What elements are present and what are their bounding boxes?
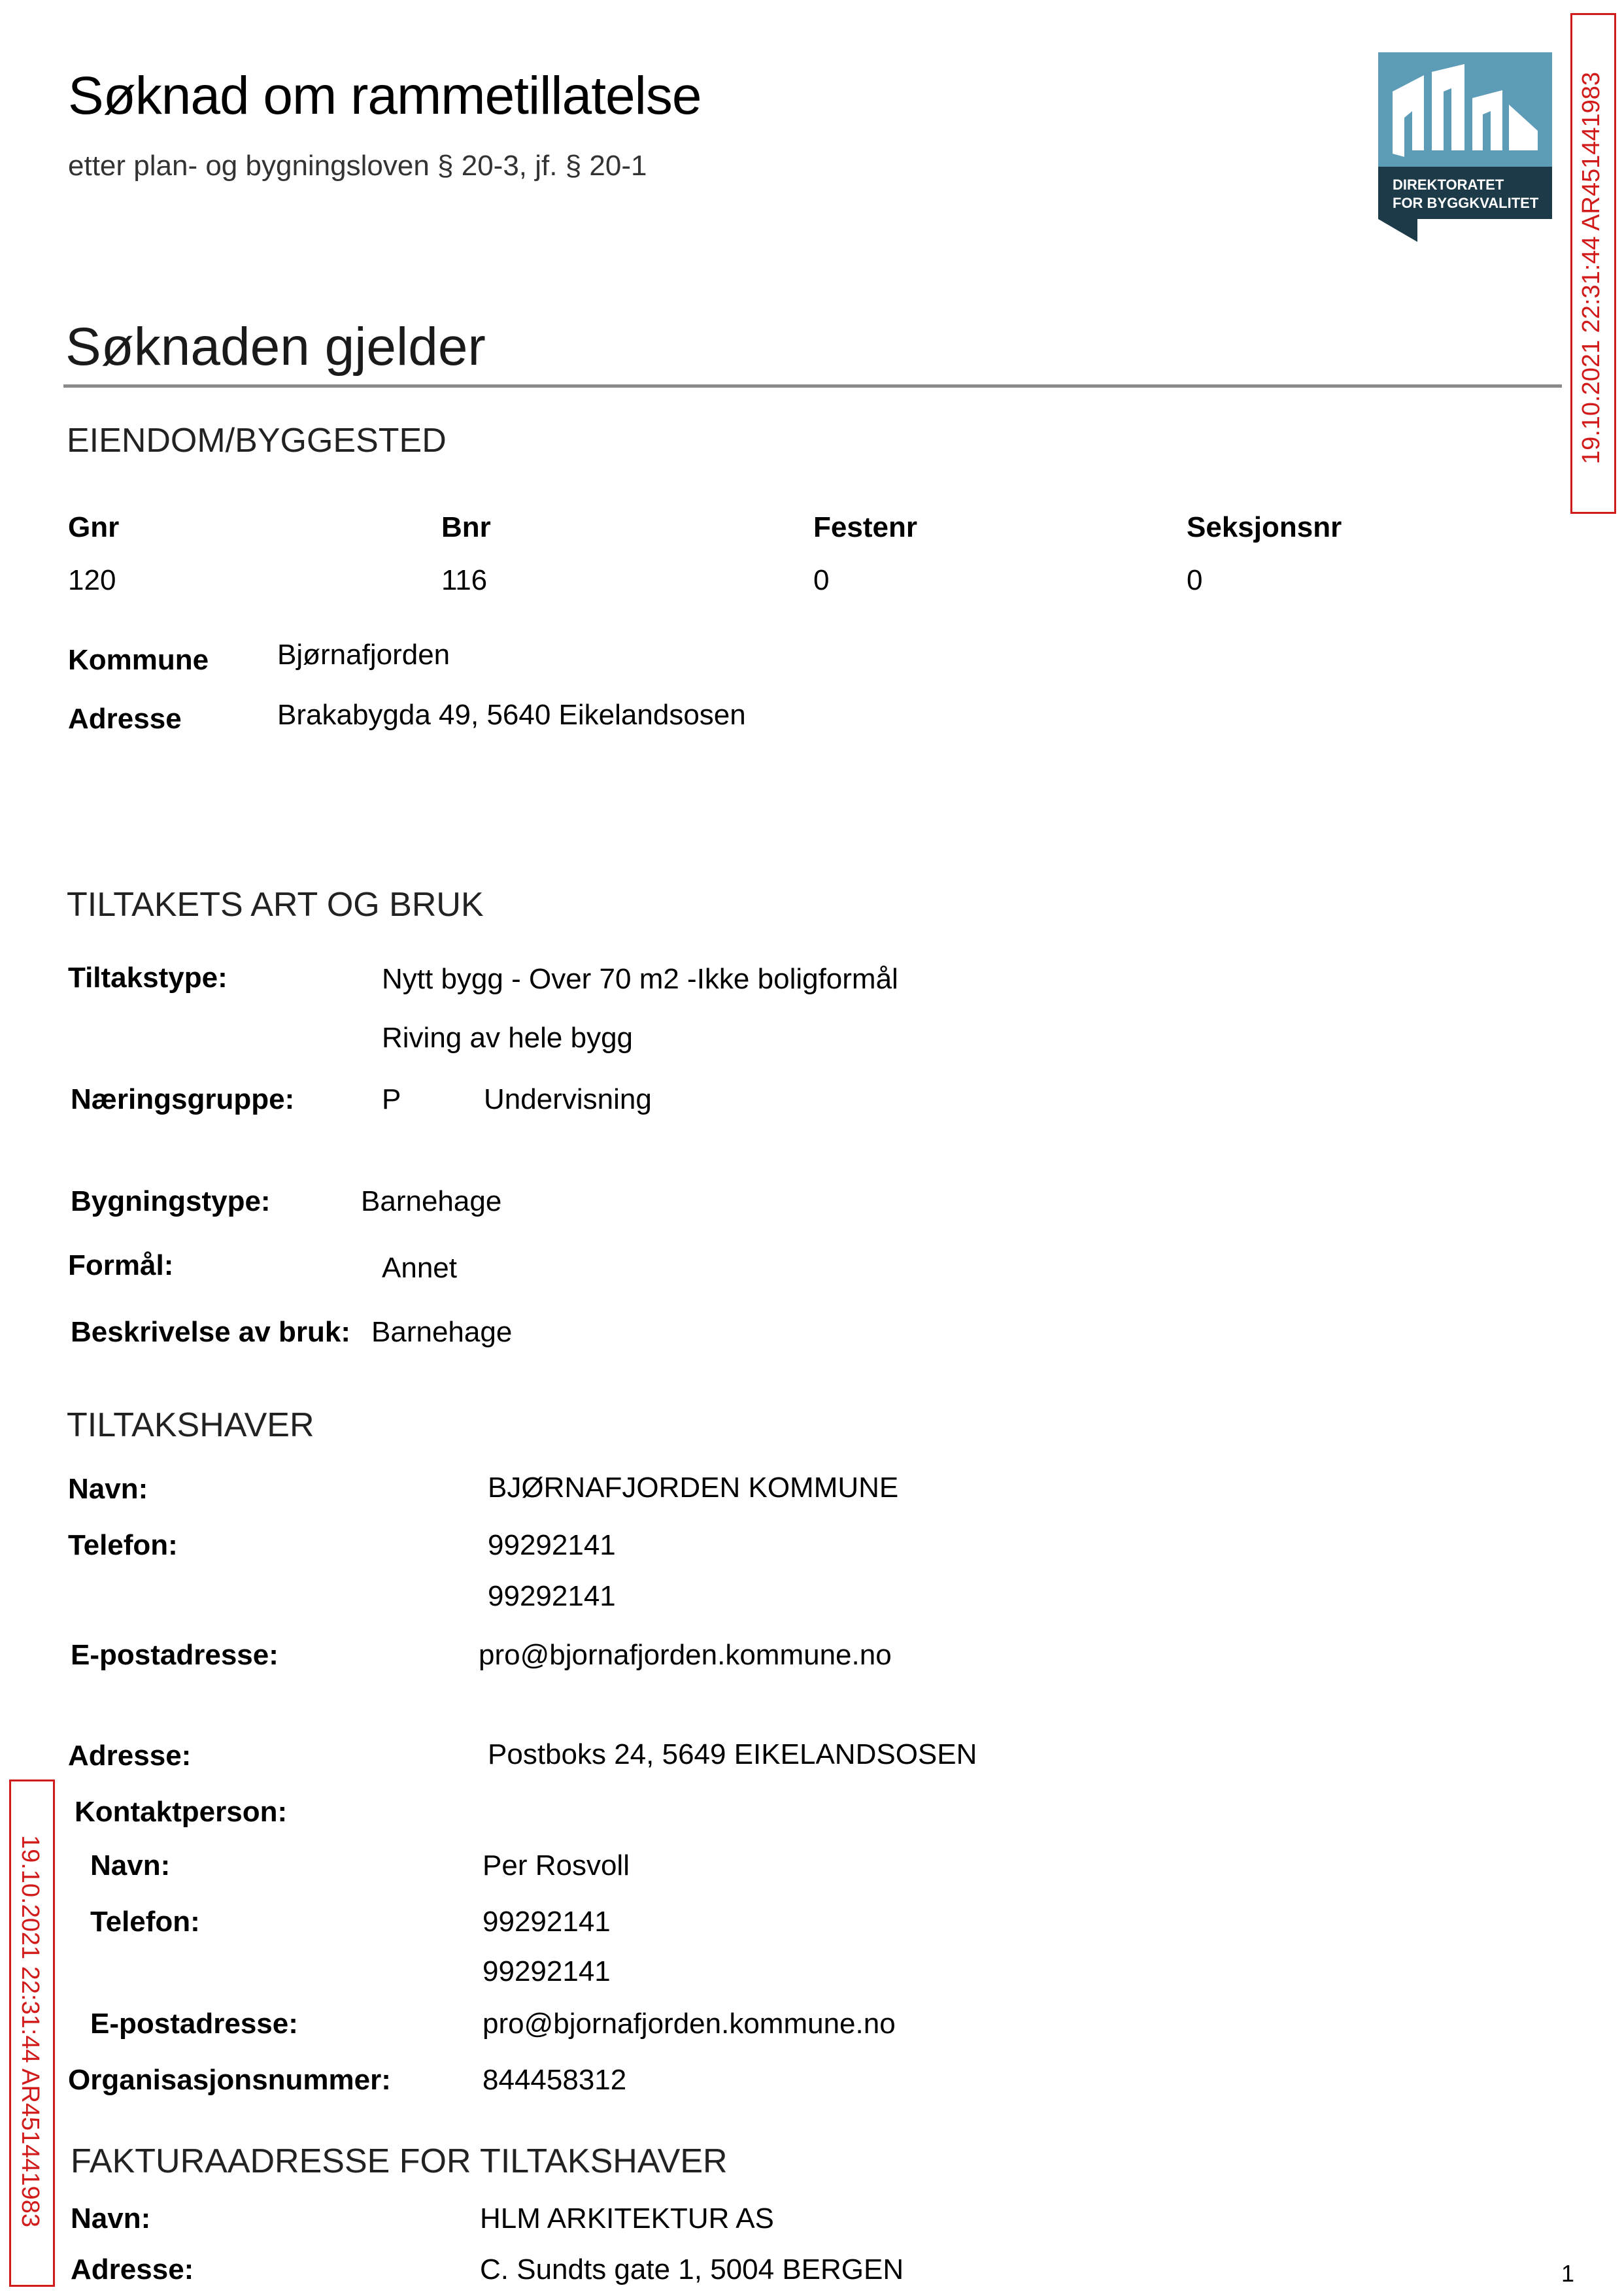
- formal-label: Formål:: [68, 1249, 174, 1281]
- tiltakshaver-telefon-label: Telefon:: [68, 1529, 178, 1561]
- orgnr-label: Organisasjonsnummer:: [68, 2064, 391, 2096]
- kontakt-navn-label: Navn:: [90, 1849, 171, 1881]
- faktura-navn-value: HLM ARKITEKTUR AS: [480, 2202, 774, 2235]
- kontakt-epost-value: pro@bjornafjorden.kommune.no: [482, 2008, 896, 2040]
- naeringsgruppe-value: Undervisning: [484, 1083, 652, 1115]
- section-divider: [63, 384, 1562, 388]
- tiltakstype-label: Tiltakstype:: [68, 962, 228, 994]
- logo-text-1: DIREKTORATET: [1393, 177, 1504, 193]
- kontakt-epost-label: E-postadresse:: [90, 2008, 298, 2040]
- bygningstype-value: Barnehage: [361, 1185, 502, 1217]
- tiltakshaver-telefon-1: 99292141: [488, 1529, 616, 1561]
- bygningstype-label: Bygningstype:: [71, 1185, 271, 1217]
- adresse-label: Adresse: [68, 703, 182, 735]
- festenr-label: Festenr: [813, 511, 917, 543]
- adresse-value: Brakabygda 49, 5640 Eikelandsosen: [277, 699, 746, 731]
- stamp-top: 19.10.2021 22:31:44 AR451441983: [1578, 71, 1605, 465]
- festenr-value: 0: [813, 564, 830, 596]
- tiltakstype-value-2: Riving av hele bygg: [382, 1022, 634, 1054]
- faktura-navn-label: Navn:: [71, 2202, 151, 2235]
- tiltakshaver-heading: TILTAKSHAVER: [67, 1406, 314, 1444]
- gnr-value: 120: [68, 564, 116, 596]
- tiltak-heading: TILTAKETS ART OG BRUK: [67, 886, 484, 924]
- kontaktperson-label: Kontaktperson:: [75, 1796, 288, 1828]
- bnr-label: Bnr: [441, 511, 491, 543]
- tiltakshaver-navn-label: Navn:: [68, 1473, 148, 1505]
- seksjonsnr-label: Seksjonsnr: [1187, 511, 1342, 543]
- tiltakshaver-epost-value: pro@bjornafjorden.kommune.no: [479, 1639, 892, 1671]
- naeringsgruppe-label: Næringsgruppe:: [71, 1083, 295, 1115]
- orgnr-value: 844458312: [482, 2064, 627, 2096]
- faktura-adresse-value: C. Sundts gate 1, 5004 BERGEN: [480, 2253, 904, 2286]
- stamp-bottom: 19.10.2021 22:31:44 AR451441983: [16, 1834, 44, 2228]
- gnr-label: Gnr: [68, 511, 120, 543]
- section-main-heading: Søknaden gjelder: [65, 317, 486, 377]
- tiltakshaver-epost-label: E-postadresse:: [71, 1639, 279, 1671]
- naeringsgruppe-code: P: [382, 1083, 401, 1115]
- tiltakshaver-navn-value: BJØRNAFJORDEN KOMMUNE: [488, 1472, 899, 1504]
- formal-value: Annet: [382, 1252, 457, 1284]
- page-title: Søknad om rammetillatelse: [68, 66, 702, 126]
- tiltakshaver-adresse-value: Postboks 24, 5649 EIKELANDSOSEN: [488, 1738, 977, 1770]
- tiltakshaver-adresse-label: Adresse:: [68, 1740, 192, 1772]
- dibk-logo: [1378, 52, 1552, 242]
- kontakt-telefon-2: 99292141: [482, 1955, 611, 1987]
- kontakt-telefon-label: Telefon:: [90, 1906, 200, 1938]
- faktura-adresse-label: Adresse:: [71, 2253, 194, 2286]
- tiltakshaver-telefon-2: 99292141: [488, 1580, 616, 1612]
- kontakt-telefon-1: 99292141: [482, 1906, 611, 1938]
- bnr-value: 116: [441, 564, 488, 596]
- kommune-value: Bjørnafjorden: [277, 639, 450, 671]
- page-subtitle: etter plan- og bygningsloven § 20-3, jf. § 20-1: [68, 150, 647, 182]
- kontakt-navn-value: Per Rosvoll: [482, 1849, 630, 1881]
- tiltakstype-value-1: Nytt bygg - Over 70 m2 -Ikke boligformål: [382, 963, 898, 995]
- beskrivelse-label: Beskrivelse av bruk:: [71, 1316, 351, 1348]
- beskrivelse-value: Barnehage: [371, 1316, 513, 1348]
- logo-text-2: FOR BYGGKVALITET: [1393, 195, 1539, 211]
- kommune-label: Kommune: [68, 644, 209, 676]
- page-number: 1: [1561, 2260, 1575, 2287]
- eiendom-heading: EIENDOM/BYGGESTED: [67, 422, 447, 460]
- dibk-logo-icon: [1378, 52, 1552, 242]
- seksjonsnr-value: 0: [1187, 564, 1203, 596]
- faktura-heading: FAKTURAADRESSE FOR TILTAKSHAVER: [71, 2142, 728, 2180]
